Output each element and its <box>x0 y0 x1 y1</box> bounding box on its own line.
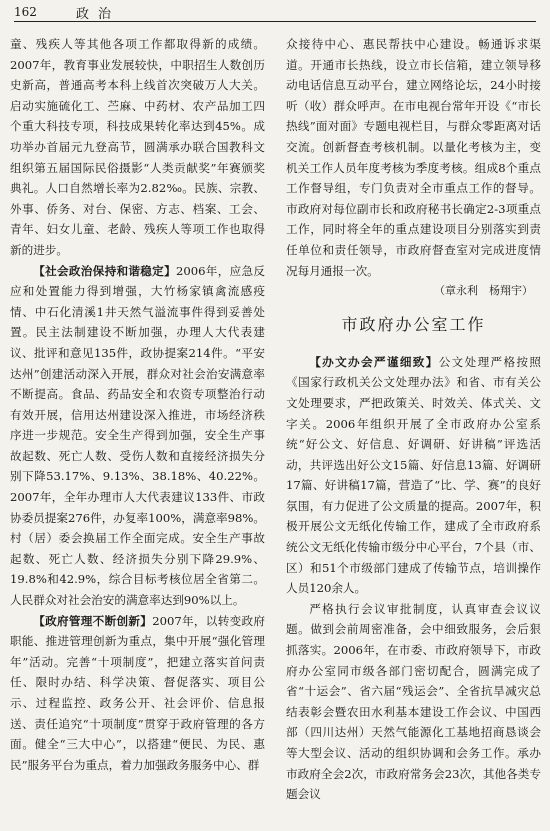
paragraph: 【社会政治保持和谐稳定】2006年，应急反应和处置能力得到增强，大竹杨家镇禽流感疫情、中石化清溪1井天然气溢流事件得到妥善处置。民主法制建设不断加强，办理人大代表建议、批评和意见135件，政协提案214件。“平安达州”创建活动深入开展，群众对社会治安满意率不断提高。食品、药品安全和农资专项整治行动有效开展，信用达州建设深入推进，市场经济秩序进一步规范。安全生产得到加强，安全生产事故起数、死亡人数、受伤人数和直接经济损失分别下降53.17%、9.13%、38.18%、40.22%。2007年，全年办理市人大代表建议133件、市政协委员提案276件，办复率100%，满意率98%。村（居）委会换届工作全面完成。安全生产事故起数、死亡人数、经济损失分别下降29.9%、19.8%和42.9%，综合目标考核位居全省第二。人民群众对社会治安的满意率达到90%以上。 <box>10 263 265 608</box>
paragraph-heading: 【办文办会严谨细致】 <box>309 354 439 369</box>
paragraph: 【政府管理不断创新】2007年，以转变政府职能、推进管理创新为重点，集中开展“强化管理年”活动。完善“十项制度”，把建立落实首问责任、限时办结、科学决策、督促落实、项目公示、过程监控、政务公开、社会评价、信息报送、责任追究“十项制度”贯穿于政府管理的各方面。健全“三大中心”，以搭建“便民、为民、惠民”服务平台为重点，着力加强政务服务中心、群 <box>10 613 265 772</box>
paragraph: 众接待中心、惠民帮扶中心建设。畅通诉求渠道。开通市长热线，设立市长信箱，建立领导移动电话信息互动平台，建立网络论坛，24小时接听（收）群众呼声。在市电视台常年开设《“市长热线”面对面》专题电视栏目，与群众零距离对话交流。创新督查考核机制。以量化考核为主，变机关工作人员年度考核为季度考核。组成8个重点工作督导组，专门负责对全市重点工作的督导。市政府对每位副市长和政府秘书长确定2-3项重点工作，同时将全年的重点建设项目分别落实到责任单位和责任领导，市政府督查室对完成进度情况每月通报一次。 <box>286 37 541 278</box>
right-column <box>286 34 541 805</box>
page-header <box>14 3 536 23</box>
paragraph: 童、残疾人等其他各项工作都取得新的成绩。2007年，教育事业发展较快，中职招生人数创历史新高，普通高考本科上线首次突破万人大关。启动实施硫化工、苎麻、中药材、农产品加工四个重大科技专项，科技成果转化率达到45%。成功举办首届元九登高节，圆满承办联合国教科文组织第五届国际民俗摄影“人类贡献奖”年赛颁奖典礼。人口自然增长率为2.82‰。民族、宗教、外事、侨务、对台、保密、方志、档案、工会、青年、妇女儿童、老龄、残疾人等项工作也取得新的进步。 <box>10 37 265 257</box>
section-name: 政治 <box>76 7 121 22</box>
paragraph-heading: 【社会政治保持和谐稳定】 <box>33 263 176 278</box>
author-credit: （章永利 杨翔宇） <box>434 284 533 298</box>
section-title: 市政府办公室工作 <box>341 314 486 334</box>
page-number: 162 <box>14 5 37 19</box>
left-column <box>10 34 265 775</box>
paragraph: 严格执行会议审批制度，认真审查会议议题。做到会前周密准备，会中细致服务，会后狠抓落实。2006年，在市委、市政府领导下，市政府办公室同市级各部门密切配合，圆满完成了省“十运会”、省六届“残运会”、全省抗旱减灾总结表彰会暨农田水利基本建设工作会议、中国西部（四川达州）天然气能源化工基地招商恳谈会等大型会议、活动的组织协调和会务工作。承办市政府全会2次，市政府常务会23次，其他各类专题会议 <box>286 601 541 802</box>
header-rule <box>14 21 536 22</box>
paragraph: 【办文办会严谨细致】公文处理严格按照《国家行政机关公文处理办法》和省、市有关公文处理要求，严把政策关、时效关、体式关、文字关。2006年组织开展了全市政府办公室系统“好公文、好信息、好调研、好讲稿”评选活动，共评选出好公文15篇、好信息13篇、好调研17篇、好讲稿17篇，营造了“比、学、赛”的良好氛围，有力促进了公文质量的提高。2007年，积极开展公文无纸化传输工作，建成了全市政府系统公文无纸化传输市级分中心平台，7个县（市、区）和51个市级部门建成了传输节点，培训操作人员120余人。 <box>286 354 541 596</box>
paragraph-heading: 【政府管理不断创新】 <box>33 613 153 628</box>
